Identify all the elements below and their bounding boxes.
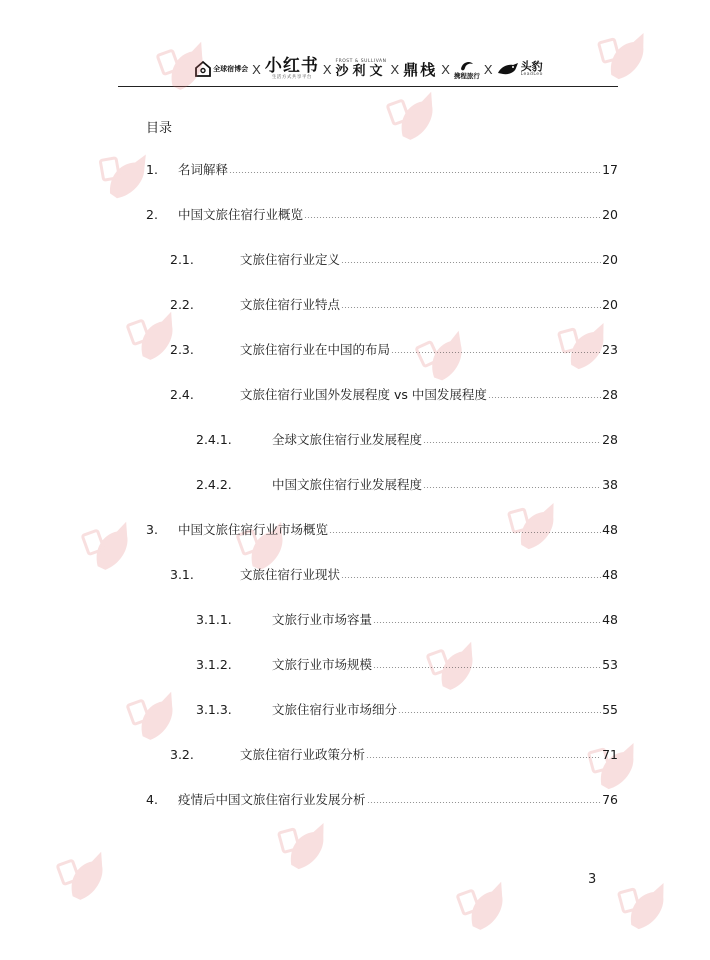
toc-dot-leader — [423, 442, 601, 443]
toc-entry-label: 文旅住宿行业特点 — [240, 297, 341, 312]
toc-entry-number: 3.1.3. — [196, 702, 232, 717]
toc-entry[interactable] — [146, 790, 618, 808]
toc-entry-label: 疫情后中国文旅住宿行业发展分析 — [178, 792, 366, 807]
toc-entry-label: 文旅行业市场容量 — [272, 612, 373, 627]
logo-leadleo — [497, 61, 543, 78]
toc-entry-number: 2.4.1. — [196, 432, 232, 447]
logo-frost-sullivan-sub: FROST & SULLIVAN — [335, 58, 387, 64]
toc-entry-number: 3.2. — [170, 747, 194, 762]
toc-entry-label: 文旅住宿行业定义 — [240, 252, 341, 267]
toc-entry-page: 48 — [602, 612, 618, 627]
toc-entry-number: 2. — [146, 207, 158, 222]
toc-dot-leader — [341, 577, 601, 578]
watermark-stamp — [273, 814, 343, 886]
separator: X — [483, 61, 493, 77]
logo-expo — [193, 59, 248, 79]
logo-ctrip — [454, 59, 480, 80]
toc-entry[interactable] — [170, 565, 618, 583]
toc-entry-number: 3.1.1. — [196, 612, 232, 627]
toc-entry-label: 文旅行业市场规模 — [272, 657, 373, 672]
toc-entry[interactable] — [196, 430, 618, 448]
toc-dot-leader — [366, 757, 601, 758]
toc-entry-number: 3. — [146, 522, 158, 537]
toc-entry-label: 文旅住宿行业政策分析 — [240, 747, 366, 762]
toc-entry[interactable] — [196, 610, 618, 628]
logo-xiaohongshu — [264, 55, 319, 81]
logo-frost-sullivan — [336, 60, 387, 79]
toc-entry-page: 55 — [602, 702, 618, 717]
toc-entry-label: 文旅住宿行业市场细分 — [272, 702, 398, 717]
toc-entry[interactable] — [196, 475, 618, 493]
toc-entry-page: 48 — [602, 567, 618, 582]
logo-leadleo-sub: LeadLeo — [520, 71, 543, 77]
logo-ctrip-text: 携程旅行 — [453, 71, 480, 80]
toc-entry-page: 20 — [602, 297, 618, 312]
toc-entry-number: 3.1. — [170, 567, 194, 582]
watermark-stamp — [451, 872, 524, 948]
toc-entry-number: 2.1. — [170, 252, 194, 267]
toc-dot-leader — [391, 352, 601, 353]
toc-entry[interactable] — [196, 700, 618, 718]
page-number: 3 — [588, 872, 597, 887]
watermark-stamp — [76, 512, 149, 588]
toc-entry-page: 20 — [602, 252, 618, 267]
toc-dot-leader — [398, 712, 601, 713]
dolphin-icon — [459, 59, 475, 73]
toc-dot-leader — [367, 802, 602, 803]
toc-entry-number: 2.4.2. — [196, 477, 232, 492]
toc-dot-leader — [304, 217, 601, 218]
watermark-stamp — [381, 82, 454, 158]
toc-entry-number: 1. — [146, 162, 158, 177]
separator: X — [441, 61, 450, 77]
toc-entry-page: 48 — [602, 522, 618, 537]
toc-dot-leader — [229, 172, 601, 173]
toc-entry-number: 2.3. — [170, 342, 194, 357]
toc-entry[interactable] — [170, 745, 618, 763]
watermark-stamp — [613, 874, 683, 946]
toc-entry-number: 2.2. — [170, 297, 194, 312]
separator: X — [252, 61, 261, 77]
toc-title: 目录 — [146, 121, 173, 136]
toc-entry[interactable] — [196, 655, 618, 673]
toc-entry-page: 20 — [602, 207, 618, 222]
toc-entry[interactable] — [170, 385, 618, 403]
toc-entry[interactable] — [170, 340, 618, 358]
toc-entry-page: 38 — [602, 477, 618, 492]
toc-entry-number: 4. — [146, 792, 158, 807]
toc-entry-label: 文旅住宿行业现状 — [240, 567, 341, 582]
toc-entry-number: 2.4. — [170, 387, 194, 402]
toc-entry-label: 名词解释 — [178, 162, 229, 177]
toc-entry-page: 28 — [602, 432, 618, 447]
header-logo-bar — [118, 52, 618, 86]
toc-dot-leader — [488, 397, 601, 398]
leopard-icon — [497, 61, 519, 77]
toc-dot-leader — [373, 667, 601, 668]
toc-entry-page: 23 — [602, 342, 618, 357]
logo-leadleo-text: 头豹 — [520, 59, 543, 73]
toc-entry[interactable] — [146, 160, 618, 178]
logo-dingzhan-text: 鼎栈 — [403, 60, 438, 79]
separator: X — [390, 61, 400, 77]
logo-frost-sullivan-text: 沙利文 — [335, 64, 387, 80]
toc-entry[interactable] — [170, 250, 618, 268]
toc-entry-label: 全球文旅住宿行业发展程度 — [272, 432, 423, 447]
toc-dot-leader — [373, 622, 601, 623]
toc-entry[interactable] — [146, 205, 618, 223]
toc-dot-leader — [341, 307, 601, 308]
toc-entry[interactable] — [146, 520, 618, 538]
logo-xiaohongshu-sub: 生活方式共享平台 — [271, 74, 312, 80]
toc-entry-number: 3.1.2. — [196, 657, 232, 672]
toc-entry-page: 17 — [602, 162, 618, 177]
toc-entry-page: 71 — [602, 747, 618, 762]
logo-xiaohongshu-text: 小红书 — [264, 55, 319, 76]
toc-dot-leader — [329, 532, 601, 533]
toc-entry-label: 中国文旅住宿行业发展程度 — [272, 477, 423, 492]
toc-entry[interactable] — [170, 295, 618, 313]
toc-dot-leader — [341, 262, 601, 263]
toc-dot-leader — [423, 487, 601, 488]
toc-entry-label: 中国文旅住宿行业概览 — [178, 207, 304, 222]
logo-dingzhan — [403, 59, 437, 80]
header-divider — [118, 86, 618, 87]
toc-entry-page: 53 — [602, 657, 618, 672]
separator: X — [322, 61, 332, 77]
toc-entry-label: 文旅住宿行业在中国的布局 — [240, 342, 391, 357]
logo-expo-text: 全球宿博会 — [213, 65, 249, 73]
watermark-stamp — [51, 842, 124, 918]
toc-entry-page: 76 — [602, 792, 618, 807]
house-icon — [193, 59, 213, 79]
toc-entry-label: 中国文旅住宿行业市场概览 — [178, 522, 329, 537]
toc-entry-label: 文旅住宿行业国外发展程度 vs 中国发展程度 — [240, 387, 487, 402]
toc-entry-page: 28 — [602, 387, 618, 402]
